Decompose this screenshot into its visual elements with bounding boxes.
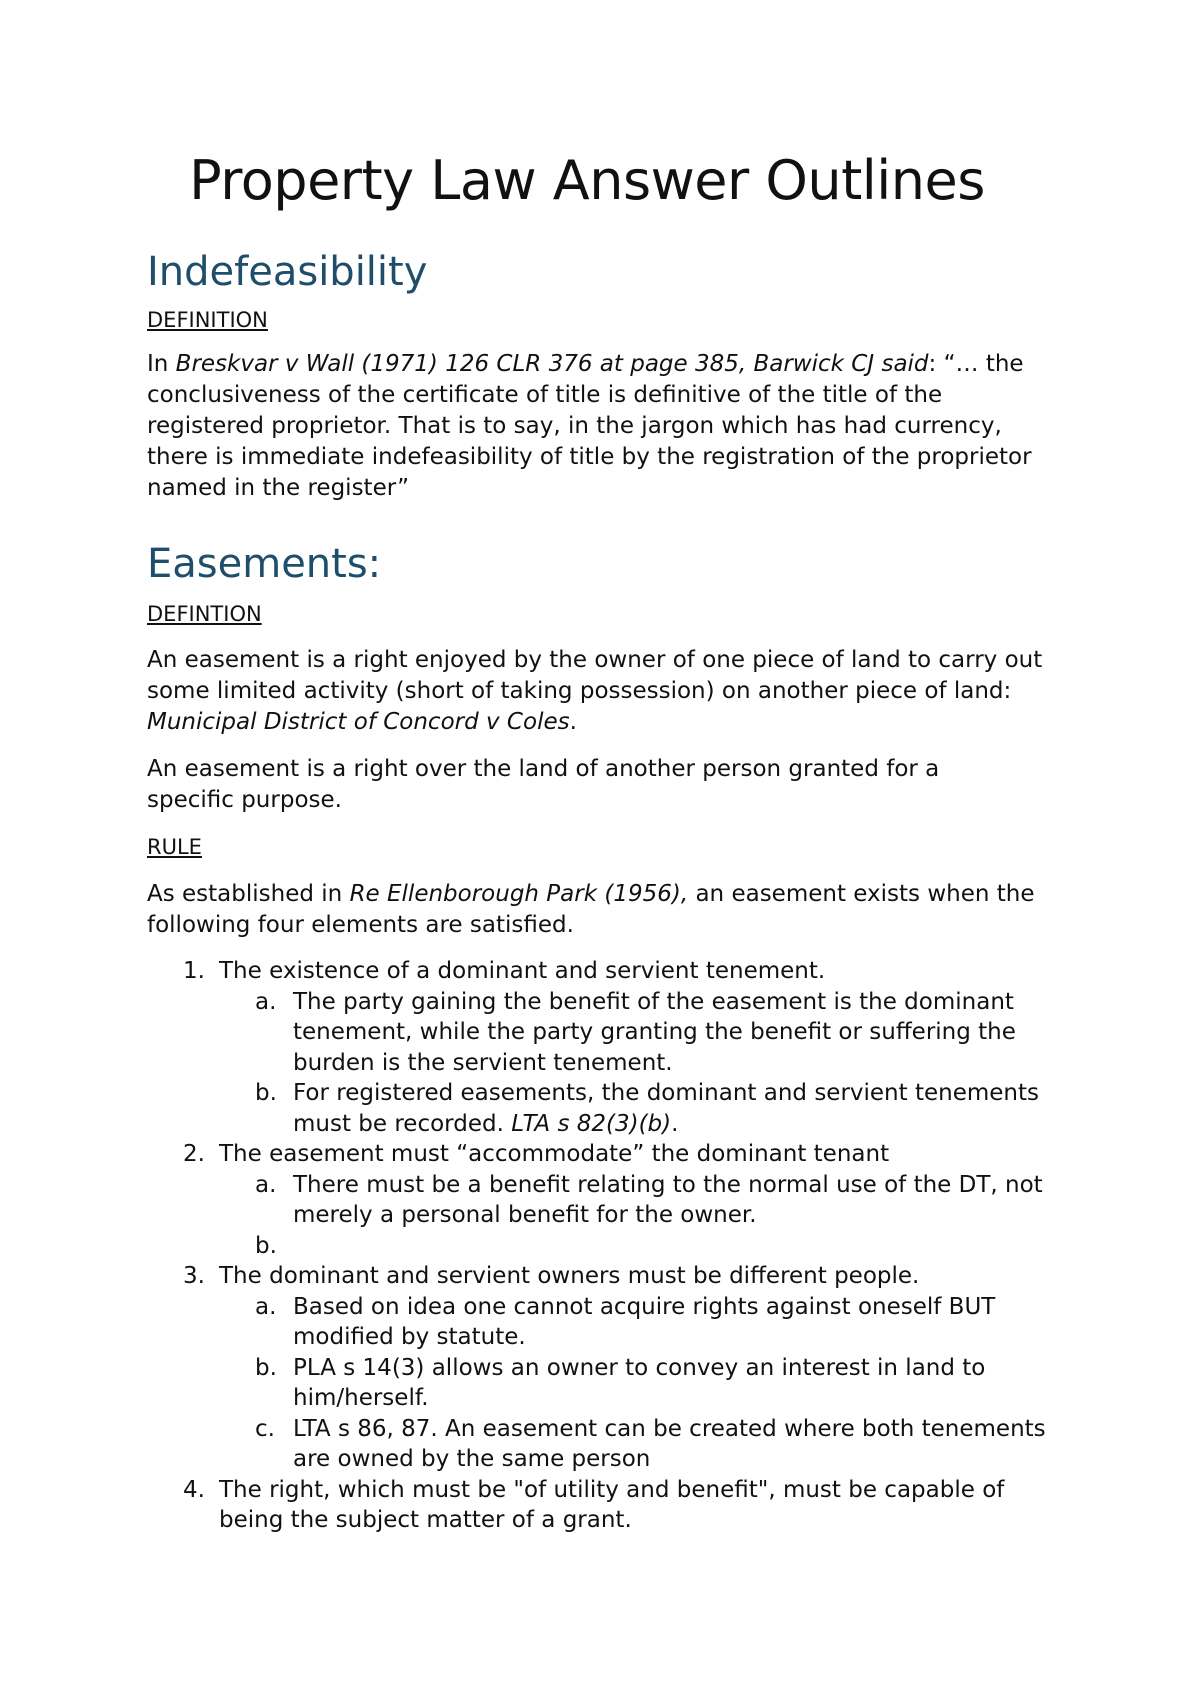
sub-list-letter: a.	[255, 988, 277, 1015]
sub-list-letter: b.	[255, 1354, 277, 1381]
sub-list	[219, 1292, 1062, 1475]
sub-list-letter: b.	[255, 1232, 277, 1259]
sub-list-item	[219, 1231, 1062, 1262]
rule-suffix: an easement exists when the following four elements are satisfied.	[147, 881, 1035, 938]
quote-text: : “… the conclusiveness of the certificate of title is definitive of the title of the registered proprietor. That is to say, in the jargon which has had currency, there is immediate indefeasibility of title by the registration of the proprietor named in the register”	[147, 351, 1032, 501]
heading-indefeasibility: Indefeasibility	[147, 249, 428, 295]
list-item-text: The dominant and servient owners must be different people.	[219, 1263, 920, 1289]
list-item-text: The right, which must be "of utility and benefit", must be capable of being the subject matter of a grant.	[219, 1476, 1005, 1533]
sub-list-text: LTA s 86, 87. An easement can be created where both tenements are owned by the same person	[293, 1415, 1046, 1472]
document-title: Property Law Answer Outlines	[189, 149, 985, 212]
list-item	[147, 1261, 1062, 1475]
sub-list-item	[219, 1414, 1062, 1475]
case-citation: Breskvar v Wall (1971) 126 CLR 376 at page 385, Barwick CJ said	[175, 351, 929, 377]
sub-list-item	[219, 1170, 1062, 1231]
elements-list	[147, 956, 1062, 1536]
sub-list-letter: c.	[255, 1415, 275, 1442]
indefeasibility-definition-paragraph	[147, 349, 1047, 504]
case-name: Re Ellenborough Park (1956),	[349, 881, 689, 907]
list-item	[147, 1475, 1062, 1536]
sub-list-item	[219, 1353, 1062, 1414]
sub-list-letter: b.	[255, 1080, 277, 1106]
list-item-text: The easement must “accommodate” the dominant tenant	[219, 1141, 890, 1167]
rule-label: RULE	[147, 835, 202, 859]
sub-list-text: Based on idea one cannot acquire rights against oneself BUT modified by statute.	[293, 1293, 996, 1350]
indefeasibility-definition-label: DEFINITION	[147, 308, 268, 332]
list-item	[147, 956, 1062, 1139]
list-number: 4.	[183, 1476, 205, 1503]
sub-list	[219, 1170, 1062, 1262]
list-item	[147, 1139, 1062, 1261]
sub-list-letter: a.	[255, 1293, 277, 1320]
list-number: 2.	[183, 1141, 205, 1167]
sub-list-item	[219, 1078, 1062, 1139]
sub-list-text: For registered easements, the dominant and servient tenements must be recorded.	[293, 1080, 1039, 1137]
definition-text: An easement is a right enjoyed by the owner of one piece of land to carry out some limited activity (short of taking possession) on another piece of land:	[147, 647, 1043, 704]
rule-prefix: As established in	[147, 881, 350, 907]
sub-list-item	[219, 1292, 1062, 1353]
sub-list	[219, 987, 1062, 1140]
rule-paragraph	[147, 879, 1057, 941]
sentence-end: .	[569, 709, 577, 735]
case-name: Municipal District of Concord v Coles	[147, 709, 570, 735]
sub-list-letter: a.	[255, 1171, 277, 1198]
sentence-end: .	[671, 1110, 679, 1137]
sub-list-item	[219, 987, 1062, 1079]
para-prefix: In	[147, 351, 176, 377]
sub-list-text: The party gaining the benefit of the easement is the dominant tenement, while the party granting the benefit or suffering the burden is the servient tenement.	[293, 988, 1016, 1076]
list-number: 3.	[183, 1263, 205, 1289]
easements-definition-paragraph	[147, 645, 1057, 738]
list-item-text: The existence of a dominant and servient tenement.	[219, 958, 826, 984]
easements-definition-label: DEFINTION	[147, 602, 262, 626]
heading-easements: Easements:	[147, 541, 382, 587]
sub-list-text: There must be a benefit relating to the normal use of the DT, not merely a personal benefit for the owner.	[293, 1171, 1043, 1228]
easements-second-paragraph: An easement is a right over the land of another person granted for a specific purpose.	[147, 756, 940, 813]
list-number: 1.	[183, 958, 205, 984]
sub-list-text: PLA s 14(3) allows an owner to convey an interest in land to him/herself.	[293, 1354, 986, 1411]
statute-reference: LTA s 82(3)(b)	[511, 1110, 672, 1137]
